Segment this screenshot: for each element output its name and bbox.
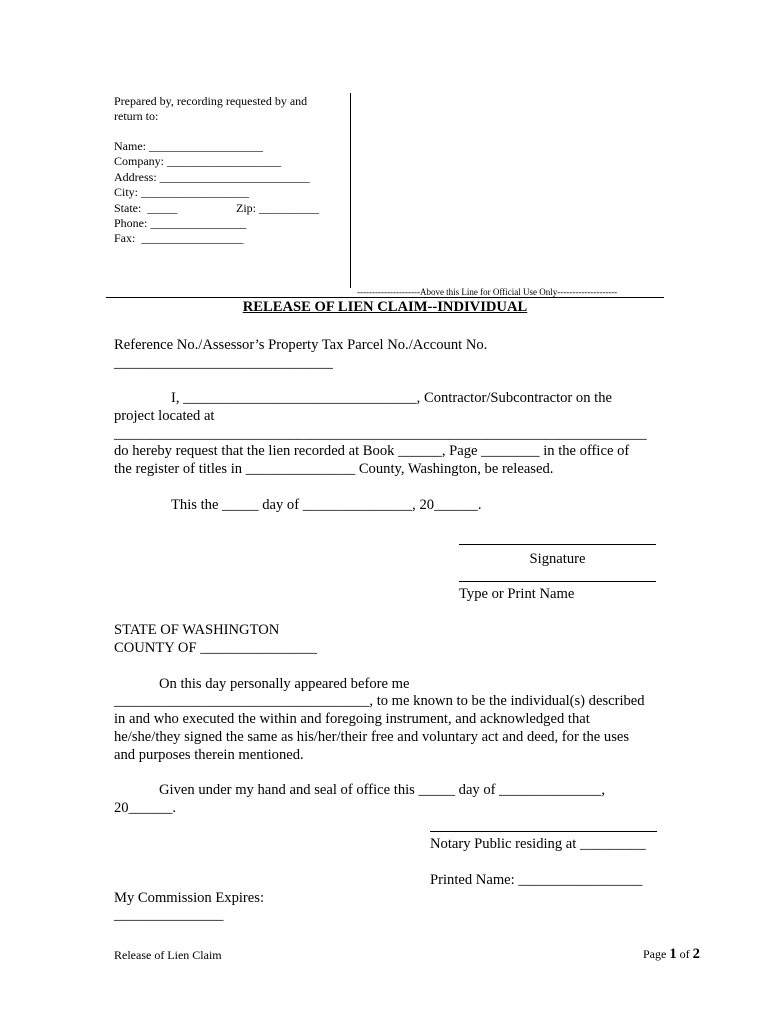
prepared-by-line2: return to: <box>114 109 159 123</box>
date-line: This the _____ day of _______________, 20______. <box>171 497 482 513</box>
reference-label: Reference No./Assessor’s Property Tax Parcel No./Account No. <box>114 337 488 353</box>
header-horizontal-divider <box>106 297 664 298</box>
commission-blank: _______________ <box>114 907 224 923</box>
printed-name: Printed Name: _________________ <box>430 872 643 888</box>
project-located-at: project located at <box>114 408 215 424</box>
page-total: 2 <box>692 946 700 962</box>
company-field: Company: ___________________ <box>114 154 281 168</box>
reference-blank: ______________________________ <box>114 355 333 371</box>
appeared-line4: he/she/they signed the same as his/her/their free and voluntary act and deed, for the uses <box>114 729 630 745</box>
given-line2: 20______. <box>114 800 177 816</box>
page-indicator <box>643 945 700 963</box>
page-of: of <box>676 947 693 961</box>
appeared-line3: in and who executed the within and foregoing instrument, and acknowledged that <box>114 711 590 727</box>
address-field: Address: _________________________ <box>114 170 310 184</box>
page-number: 1 <box>669 946 677 962</box>
commission-expires: My Commission Expires: <box>114 890 264 906</box>
name-field: Name: ___________________ <box>114 139 263 153</box>
signature-rule <box>459 544 656 545</box>
city-field: City: __________________ <box>114 185 250 199</box>
print-name-rule <box>459 581 656 582</box>
contractor-line: I, ________________________________, Contractor/Subcontractor on the <box>171 390 612 406</box>
fax-field: Fax: _________________ <box>114 231 244 245</box>
page-prefix: Page <box>643 947 670 961</box>
official-use-note: ---------------------Above this Line for Official Use Only-------------------- <box>357 287 618 297</box>
lien-book-line: do hereby request that the lien recorded at Book ______, Page ________ in the office of <box>114 443 630 459</box>
prepared-by-line1: Prepared by, recording requested by and <box>114 94 308 108</box>
header-vertical-divider <box>350 93 351 288</box>
register-line: the register of titles in _______________ County, Washington, be released. <box>114 461 554 477</box>
appeared-line1: On this day personally appeared before me <box>159 676 410 692</box>
notary-residing: Notary Public residing at _________ <box>430 836 646 852</box>
state-of-washington: STATE OF WASHINGTON <box>114 622 280 638</box>
appeared-line2: ___________________________________, to me known to be the individual(s) described <box>114 693 645 709</box>
document-title: RELEASE OF LIEN CLAIM--INDIVIDUAL <box>242 299 528 315</box>
phone-field: Phone: ________________ <box>114 216 247 230</box>
state-field: State: _____ <box>114 201 178 215</box>
footer-title: Release of Lien Claim <box>114 948 222 962</box>
notary-signature-rule <box>430 831 657 832</box>
print-name-label: Type or Print Name <box>459 586 575 602</box>
appeared-line5: and purposes therein mentioned. <box>114 747 304 763</box>
county-of: COUNTY OF ________________ <box>114 640 317 656</box>
project-address-blank: _________________________________________________________________________ <box>114 426 647 442</box>
signature-label: Signature <box>529 551 586 567</box>
given-line1: Given under my hand and seal of office this _____ day of ______________, <box>159 782 605 798</box>
zip-field: Zip: __________ <box>236 201 319 215</box>
